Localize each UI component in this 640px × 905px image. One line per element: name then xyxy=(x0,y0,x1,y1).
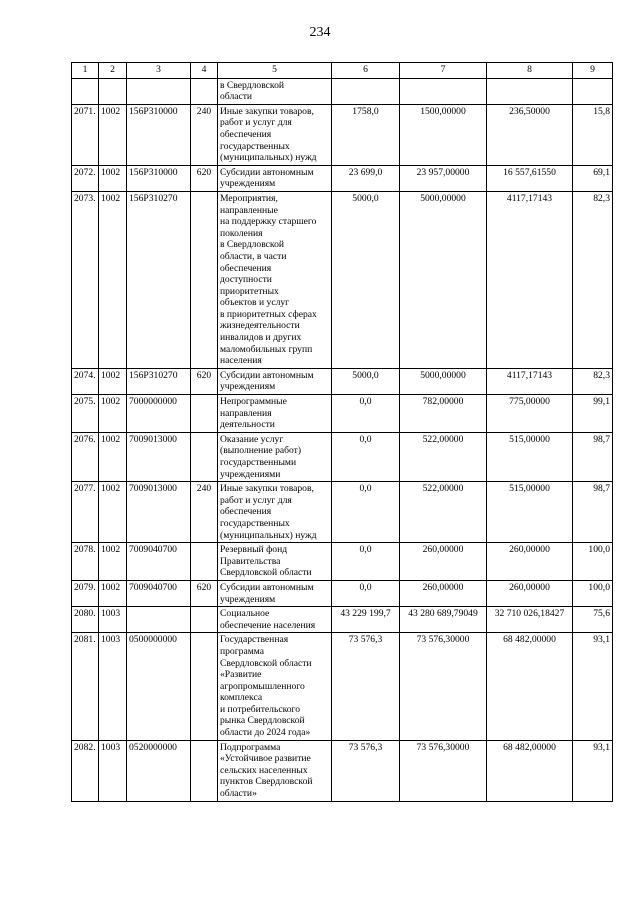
row-number: 2077. xyxy=(72,482,99,543)
row-number: 2082. xyxy=(72,740,99,801)
target-article-code: 0500000000 xyxy=(127,633,191,740)
revised-amount: 260,00000 xyxy=(400,543,487,581)
target-article-code: 156P310000 xyxy=(127,165,191,191)
section-code: 1002 xyxy=(99,395,127,433)
target-article-code: 156P310000 xyxy=(127,104,191,165)
item-name: Иные закупки товаров, работ и услуг для обеспечения государственных (муниципальных) нужд xyxy=(218,104,332,165)
target-article-code xyxy=(127,607,191,633)
section-code: 1003 xyxy=(99,740,127,801)
revised-amount: 522,00000 xyxy=(400,482,487,543)
row-number xyxy=(72,78,99,104)
section-code: 1002 xyxy=(99,482,127,543)
approved-amount: 0,0 xyxy=(332,432,400,481)
executed-amount: 68 482,00000 xyxy=(487,740,573,801)
col-header: 4 xyxy=(191,63,218,79)
execution-percent xyxy=(573,78,613,104)
expense-type-code: 620 xyxy=(191,580,218,606)
table-row xyxy=(72,607,613,633)
section-code: 1002 xyxy=(99,104,127,165)
row-number: 2071. xyxy=(72,104,99,165)
col-header: 3 xyxy=(127,63,191,79)
execution-percent: 82,3 xyxy=(573,368,613,394)
revised-amount: 5000,00000 xyxy=(400,191,487,368)
item-name: Непрограммные направления деятельности xyxy=(218,395,332,433)
col-header: 6 xyxy=(332,63,400,79)
target-article-code: 7009040700 xyxy=(127,543,191,581)
execution-percent: 82,3 xyxy=(573,191,613,368)
executed-amount: 775,00000 xyxy=(487,395,573,433)
section-code: 1002 xyxy=(99,165,127,191)
header-row xyxy=(72,63,613,79)
expense-type-code xyxy=(191,78,218,104)
revised-amount: 43 280 689,79049 xyxy=(400,607,487,633)
approved-amount: 73 576,3 xyxy=(332,740,400,801)
expense-type-code xyxy=(191,607,218,633)
approved-amount: 0,0 xyxy=(332,482,400,543)
revised-amount xyxy=(400,78,487,104)
approved-amount: 0,0 xyxy=(332,543,400,581)
section-code: 1002 xyxy=(99,432,127,481)
execution-percent: 93,1 xyxy=(573,740,613,801)
expense-type-code: 620 xyxy=(191,368,218,394)
approved-amount: 0,0 xyxy=(332,395,400,433)
execution-percent: 69,1 xyxy=(573,165,613,191)
expense-type-code xyxy=(191,191,218,368)
expense-type-code: 240 xyxy=(191,104,218,165)
item-name: Иные закупки товаров, работ и услуг для обеспечения государственных (муниципальных) нужд xyxy=(218,482,332,543)
executed-amount xyxy=(487,78,573,104)
target-article-code: 7009013000 xyxy=(127,482,191,543)
expense-type-code: 620 xyxy=(191,165,218,191)
item-name: Подпрограмма «Устойчивое развитие сельских населенных пунктов Свердловской области» xyxy=(218,740,332,801)
table-row xyxy=(72,633,613,740)
executed-amount: 4117,17143 xyxy=(487,368,573,394)
budget-table xyxy=(71,62,613,802)
table-row xyxy=(72,368,613,394)
execution-percent: 100,0 xyxy=(573,580,613,606)
approved-amount: 1758,0 xyxy=(332,104,400,165)
executed-amount: 260,00000 xyxy=(487,543,573,581)
section-code: 1003 xyxy=(99,607,127,633)
expense-type-code xyxy=(191,543,218,581)
target-article-code: 7009040700 xyxy=(127,580,191,606)
section-code: 1002 xyxy=(99,580,127,606)
expense-type-code: 240 xyxy=(191,482,218,543)
revised-amount: 73 576,30000 xyxy=(400,633,487,740)
row-number: 2076. xyxy=(72,432,99,481)
target-article-code: 0520000000 xyxy=(127,740,191,801)
target-article-code xyxy=(127,78,191,104)
approved-amount: 23 699,0 xyxy=(332,165,400,191)
item-name: Мероприятия, направленные на поддержку старшего поколения в Свердловской области, в части обеспечения доступности приоритетных объектов и услуг в приоритетных сферах жизнедеятельности инвалидов и других маломобильных групп населения xyxy=(218,191,332,368)
col-header: 5 xyxy=(218,63,332,79)
executed-amount: 515,00000 xyxy=(487,432,573,481)
expense-type-code xyxy=(191,740,218,801)
table-row xyxy=(72,580,613,606)
execution-percent: 98,7 xyxy=(573,482,613,543)
col-header: 9 xyxy=(573,63,613,79)
row-number: 2072. xyxy=(72,165,99,191)
row-number: 2078. xyxy=(72,543,99,581)
revised-amount: 260,00000 xyxy=(400,580,487,606)
row-number: 2081. xyxy=(72,633,99,740)
approved-amount: 73 576,3 xyxy=(332,633,400,740)
approved-amount: 0,0 xyxy=(332,580,400,606)
row-number: 2074. xyxy=(72,368,99,394)
execution-percent: 15,8 xyxy=(573,104,613,165)
col-header: 7 xyxy=(400,63,487,79)
col-header: 8 xyxy=(487,63,573,79)
row-number: 2073. xyxy=(72,191,99,368)
item-name: в Свердловской области xyxy=(218,78,332,104)
approved-amount xyxy=(332,78,400,104)
expense-type-code xyxy=(191,633,218,740)
target-article-code: 156P310270 xyxy=(127,368,191,394)
item-name: Государственная программа Свердловской области «Развитие агропромышленного комплекса и потребительского рынка Свердловской области до 2024 года» xyxy=(218,633,332,740)
executed-amount: 32 710 026,18427 xyxy=(487,607,573,633)
table-row xyxy=(72,432,613,481)
executed-amount: 515,00000 xyxy=(487,482,573,543)
target-article-code: 7000000000 xyxy=(127,395,191,433)
executed-amount: 4117,17143 xyxy=(487,191,573,368)
revised-amount: 522,00000 xyxy=(400,432,487,481)
table-row xyxy=(72,78,613,104)
approved-amount: 43 229 199,7 xyxy=(332,607,400,633)
executed-amount: 68 482,00000 xyxy=(487,633,573,740)
revised-amount: 23 957,00000 xyxy=(400,165,487,191)
section-code: 1003 xyxy=(99,633,127,740)
executed-amount: 236,50000 xyxy=(487,104,573,165)
execution-percent: 93,1 xyxy=(573,633,613,740)
table-row xyxy=(72,740,613,801)
execution-percent: 98,7 xyxy=(573,432,613,481)
revised-amount: 1500,00000 xyxy=(400,104,487,165)
expense-type-code xyxy=(191,395,218,433)
executed-amount: 16 557,61550 xyxy=(487,165,573,191)
execution-percent: 99,1 xyxy=(573,395,613,433)
row-number: 2080. xyxy=(72,607,99,633)
execution-percent: 75,6 xyxy=(573,607,613,633)
item-name: Субсидии автономным учреждениям xyxy=(218,165,332,191)
table-row xyxy=(72,104,613,165)
revised-amount: 782,00000 xyxy=(400,395,487,433)
col-header: 1 xyxy=(72,63,99,79)
expense-type-code xyxy=(191,432,218,481)
executed-amount: 260,00000 xyxy=(487,580,573,606)
table-row xyxy=(72,395,613,433)
item-name: Социальное обеспечение населения xyxy=(218,607,332,633)
approved-amount: 5000,0 xyxy=(332,191,400,368)
page-number: 234 xyxy=(309,25,331,40)
section-code: 1002 xyxy=(99,368,127,394)
approved-amount: 5000,0 xyxy=(332,368,400,394)
revised-amount: 73 576,30000 xyxy=(400,740,487,801)
row-number: 2079. xyxy=(72,580,99,606)
item-name: Субсидии автономным учреждениям xyxy=(218,580,332,606)
item-name: Субсидии автономным учреждениям xyxy=(218,368,332,394)
section-code: 1002 xyxy=(99,543,127,581)
table-row xyxy=(72,543,613,581)
table-row xyxy=(72,191,613,368)
table-row xyxy=(72,482,613,543)
target-article-code: 156P310270 xyxy=(127,191,191,368)
col-header: 2 xyxy=(99,63,127,79)
target-article-code: 7009013000 xyxy=(127,432,191,481)
section-code xyxy=(99,78,127,104)
item-name: Оказание услуг (выполнение работ) государственными учреждениями xyxy=(218,432,332,481)
row-number: 2075. xyxy=(72,395,99,433)
table-row xyxy=(72,165,613,191)
item-name: Резервный фонд Правительства Свердловской области xyxy=(218,543,332,581)
section-code: 1002 xyxy=(99,191,127,368)
execution-percent: 100,0 xyxy=(573,543,613,581)
revised-amount: 5000,00000 xyxy=(400,368,487,394)
